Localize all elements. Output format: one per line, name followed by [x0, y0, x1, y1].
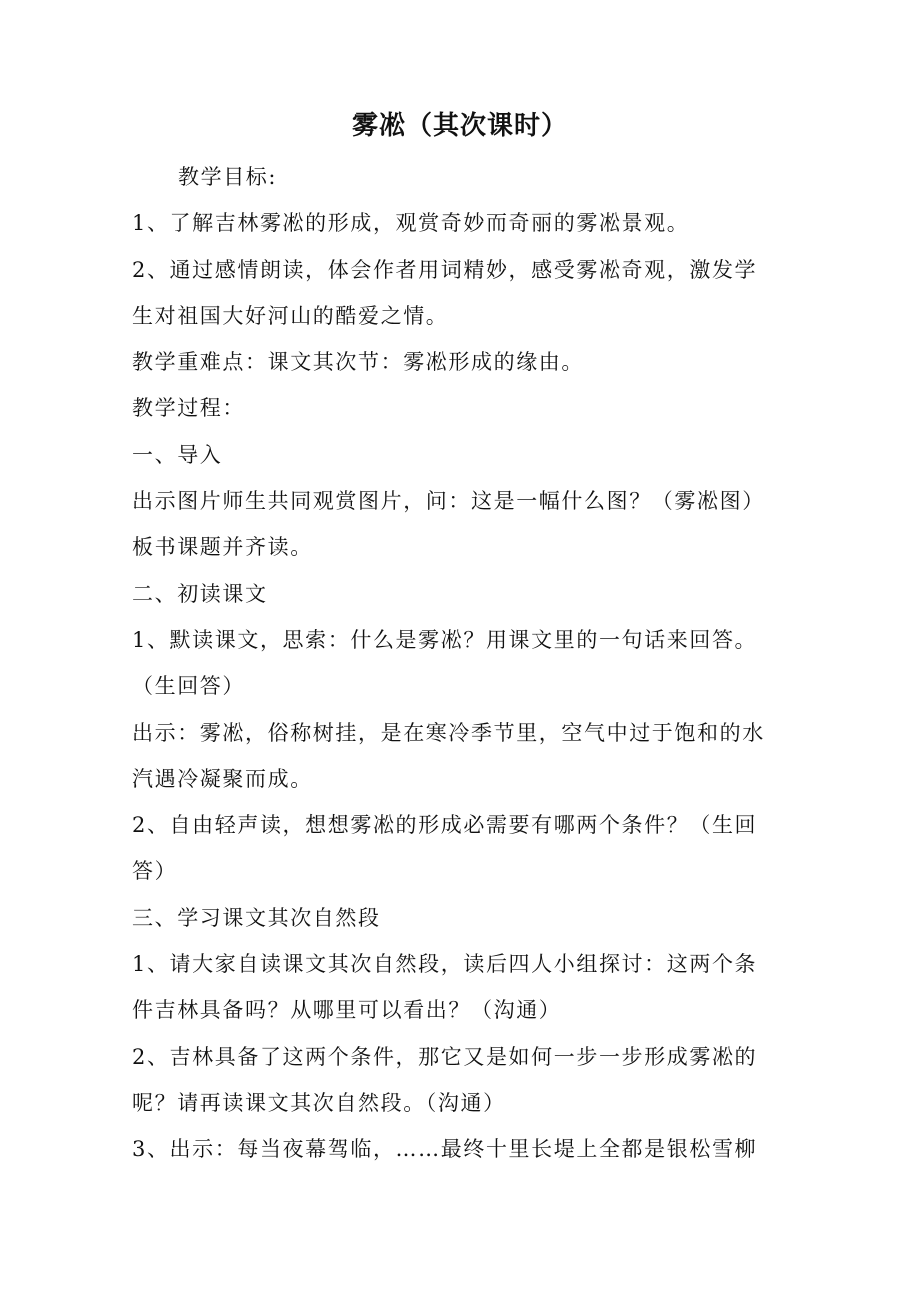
definition-line-2: 汽遇冷凝聚而成。 [132, 766, 313, 791]
objective-2-line-1: 2、通过感情朗读，体会作者用词精妙，感受雾凇奇观，激发学 [132, 257, 758, 282]
document-body [132, 154, 782, 1173]
study-item-2-line-1: 2、吉林具备了这两个条件，那它又是如何一步一步形成雾凇的 [132, 1044, 758, 1069]
study-item-2-line-2: 呢？请再读课文其次自然段。（沟通） [132, 1090, 506, 1115]
objective-1: 1、了解吉林雾凇的形成，观赏奇妙而奇丽的雾凇景观。 [132, 211, 690, 236]
first-reading-item-1-answer: （生回答） [132, 674, 245, 699]
section-heading-objectives: 教学目标: [178, 165, 278, 189]
section-heading-process: 教学过程： [132, 396, 245, 421]
first-reading-item-2-line-1: 2、自由轻声读，想想雾凇的形成必需要有哪两个条件？（生回 [132, 813, 758, 838]
key-difficulty: 教学重难点：课文其次节：雾凇形成的缘由。 [132, 350, 584, 375]
first-reading-item-2-line-2: 答） [132, 859, 178, 884]
study-item-1-line-1: 1、请大家自读课文其次自然段，读后四人小组探讨：这两个条 [132, 952, 758, 977]
study-item-1-line-2: 件吉林具备吗？从哪里可以看出？（沟通） [132, 998, 562, 1023]
document-title: 雾凇（其次课时） [351, 111, 568, 141]
intro-line-1: 出示图片师生共同观赏图片，问：这是一幅什么图？（雾凇图） [132, 489, 765, 514]
definition-line-1: 出示：雾凇，俗称树挂，是在寒冷季节里，空气中过于饱和的水 [132, 720, 765, 745]
first-reading-item-1: 1、默读课文，思索：什么是雾凇？用课文里的一句话来回答。 [132, 627, 758, 652]
step-heading-study-paragraph: 三、学习课文其次自然段 [132, 905, 381, 930]
intro-line-2: 板书课题并齐读。 [132, 535, 313, 560]
study-item-3-line-1: 3、出示：每当夜幕驾临，……最终十里长堤上全都是银松雪柳 [132, 1137, 758, 1162]
step-heading-first-reading: 二、初读课文 [132, 581, 268, 606]
step-heading-intro: 一、导入 [132, 442, 223, 467]
objective-2-line-2: 生对祖国大好河山的酷爱之情。 [132, 303, 449, 328]
